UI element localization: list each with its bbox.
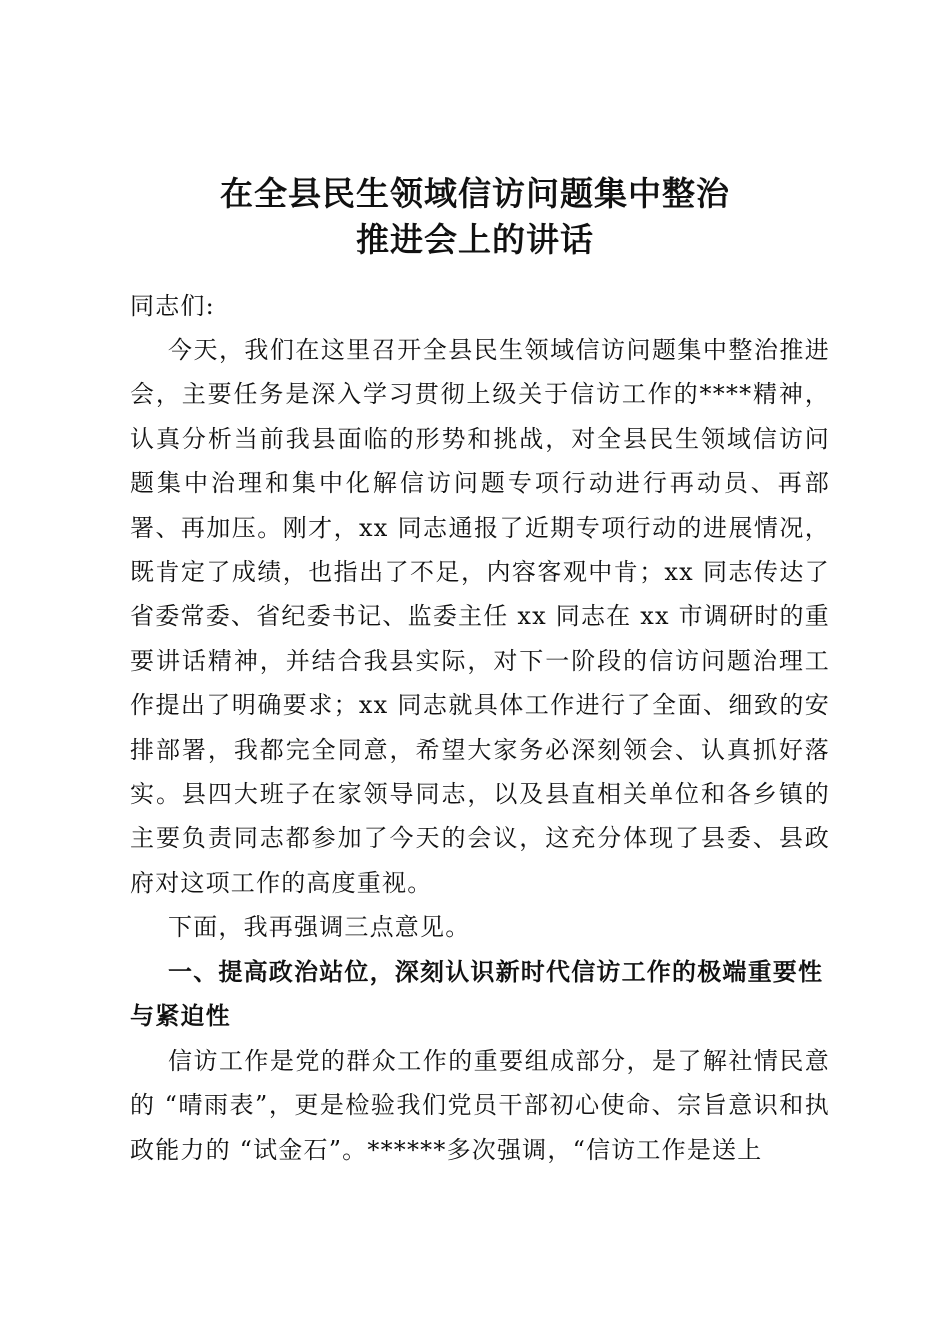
paragraph-transition: 下面，我再强调三点意见。 — [168, 913, 471, 941]
paragraph-section-1: 信访工作是党的群众工作的重要组成部分，是了解社情民意的 “晴雨表”，更是检验我们党员干部初心使命、宗旨意识和执政能力的 “试金石”。******多次强调，“信访工作是送上 — [130, 1047, 830, 1164]
greeting: 同志们: — [130, 292, 215, 320]
section-heading-1: 一、提高政治站位，深刻认识新时代信访工作的极端重要性与紧迫性 — [130, 957, 824, 1031]
paragraph-intro: 今天，我们在这里召开全县民生领域信访问题集中整治推进会，主要任务是深入学习贯彻上级关于信访工作的****精神，认真分析当前我县面临的形势和挑战，对全县民生领域信访问题集中治理和集中化解信访问题专项行动进行再动员、再部署、再加压。刚才，xx 同志通报了近期专项行动的进展情况，既肯定了成绩，也指出了不足，内容客观中肯；xx 同志传达了省委常委、省纪委书记、监委主任 xx 同志在 xx 市调研时的重要讲话精神，并结合我县实际，对下一阶段的信访问题治理工作提出了明确要求；xx 同志就具体工作进行了全面、细致的安排部署，我都完全同意，希望大家务必深刻领会、认真抓好落实。县四大班子在家领导同志，以及县直相关单位和各乡镇的主要负责同志都参加了今天的会议，这充分体现了县委、县政府对这项工作的高度重视。 — [130, 336, 830, 897]
document-title-line-2: 推进会上的讲话 — [356, 220, 594, 259]
document-title-line-1: 在全县民生领域信访问题集中整治 — [220, 174, 730, 213]
